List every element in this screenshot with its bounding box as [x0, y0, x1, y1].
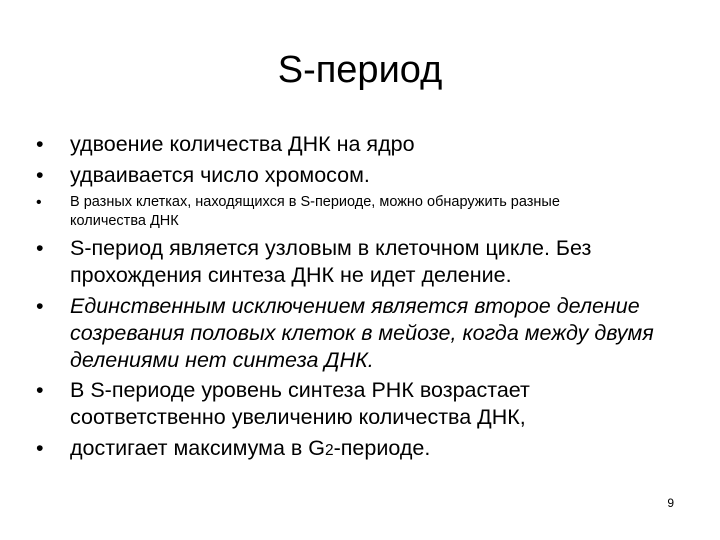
bullet-marker: •	[36, 163, 44, 187]
bullet-marker: •	[36, 236, 44, 260]
slide-title: S-период	[277, 49, 443, 91]
bullet-text: В разных клетках, находящихся в S-периоде, можно обнаружить разные количества ДНК	[70, 194, 560, 229]
bullet-marker: •	[36, 294, 44, 318]
bullet-text-part: достигает максимума в G	[70, 436, 326, 460]
bullet-text: удваивается число хромосом.	[70, 163, 370, 187]
bullet-text: В S-периоде уровень синтеза РНК возрастает соответственно увеличению количества ДНК,	[70, 378, 530, 429]
subscript-digit: 2	[325, 442, 334, 459]
bullet-marker: •	[36, 378, 44, 402]
bullet-marker: •	[36, 132, 44, 156]
bullet-text: удвоение количества ДНК на ядро	[70, 132, 415, 156]
bullet-text: S-период является узловым в клеточном цикле. Без прохождения синтеза ДНК не идет деление.	[70, 236, 592, 287]
bullet-marker: •	[36, 436, 44, 460]
bullet-marker: •	[36, 194, 42, 211]
page-number: 9	[667, 496, 674, 510]
bullet-text: Единственным исключением является второе деление созревания половых клеток в мейозе, когда между двумя делениями нет синтеза ДНК.	[70, 294, 654, 372]
bullet-text	[70, 435, 680, 464]
bullet-text-part: -периоде.	[333, 436, 431, 460]
